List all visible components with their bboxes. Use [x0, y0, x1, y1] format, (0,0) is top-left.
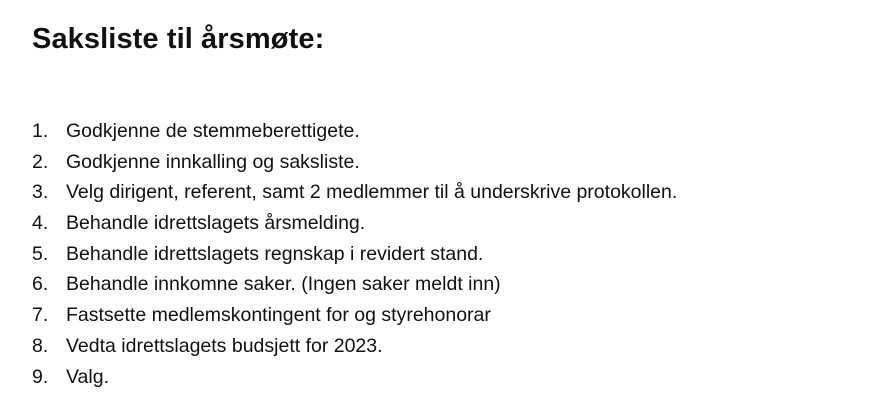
agenda-item	[32, 239, 677, 270]
agenda-item-text: Velg dirigent, referent, samt 2 medlemmer til å underskrive protokollen.	[66, 181, 678, 204]
agenda-item-text: Vedta idrettslagets budsjett for 2023.	[66, 334, 383, 357]
agenda-item	[32, 116, 677, 147]
agenda-item-number: 4.	[32, 212, 49, 235]
agenda-item-text: Godkjenne de stemmeberettigete.	[66, 120, 360, 142]
agenda-item-number: 9.	[32, 365, 49, 388]
agenda-item-text: Behandle idrettslagets regnskap i revidert stand.	[66, 242, 484, 265]
agenda-item-text: Behandle idrettslagets årsmelding.	[66, 212, 366, 235]
agenda-item	[32, 177, 677, 208]
agenda-item	[32, 269, 677, 300]
agenda-item-number: 8.	[32, 334, 49, 357]
agenda-item	[32, 208, 677, 239]
agenda-item-number: 1.	[32, 120, 49, 142]
agenda-item-text: Behandle innkomne saker. (Ingen saker meldt inn)	[66, 273, 501, 296]
agenda-item-number: 5.	[32, 242, 49, 265]
agenda-item-text: Fastsette medlemskontingent for og styrehonorar	[66, 304, 491, 327]
agenda-item	[32, 300, 677, 331]
agenda-item	[32, 147, 677, 178]
agenda-item-text: Godkjenne innkalling og saksliste.	[66, 150, 360, 173]
agenda-item	[32, 331, 677, 362]
agenda-item	[32, 362, 677, 393]
agenda-item-number: 6.	[32, 273, 49, 296]
agenda-item-text: Valg.	[66, 365, 109, 388]
agenda-item-number: 2.	[32, 150, 49, 173]
agenda-list	[32, 116, 677, 392]
agenda-item-number: 3.	[32, 181, 49, 204]
agenda-item-number: 7.	[32, 304, 49, 327]
document-title: Saksliste til årsmøte:	[32, 23, 325, 55]
